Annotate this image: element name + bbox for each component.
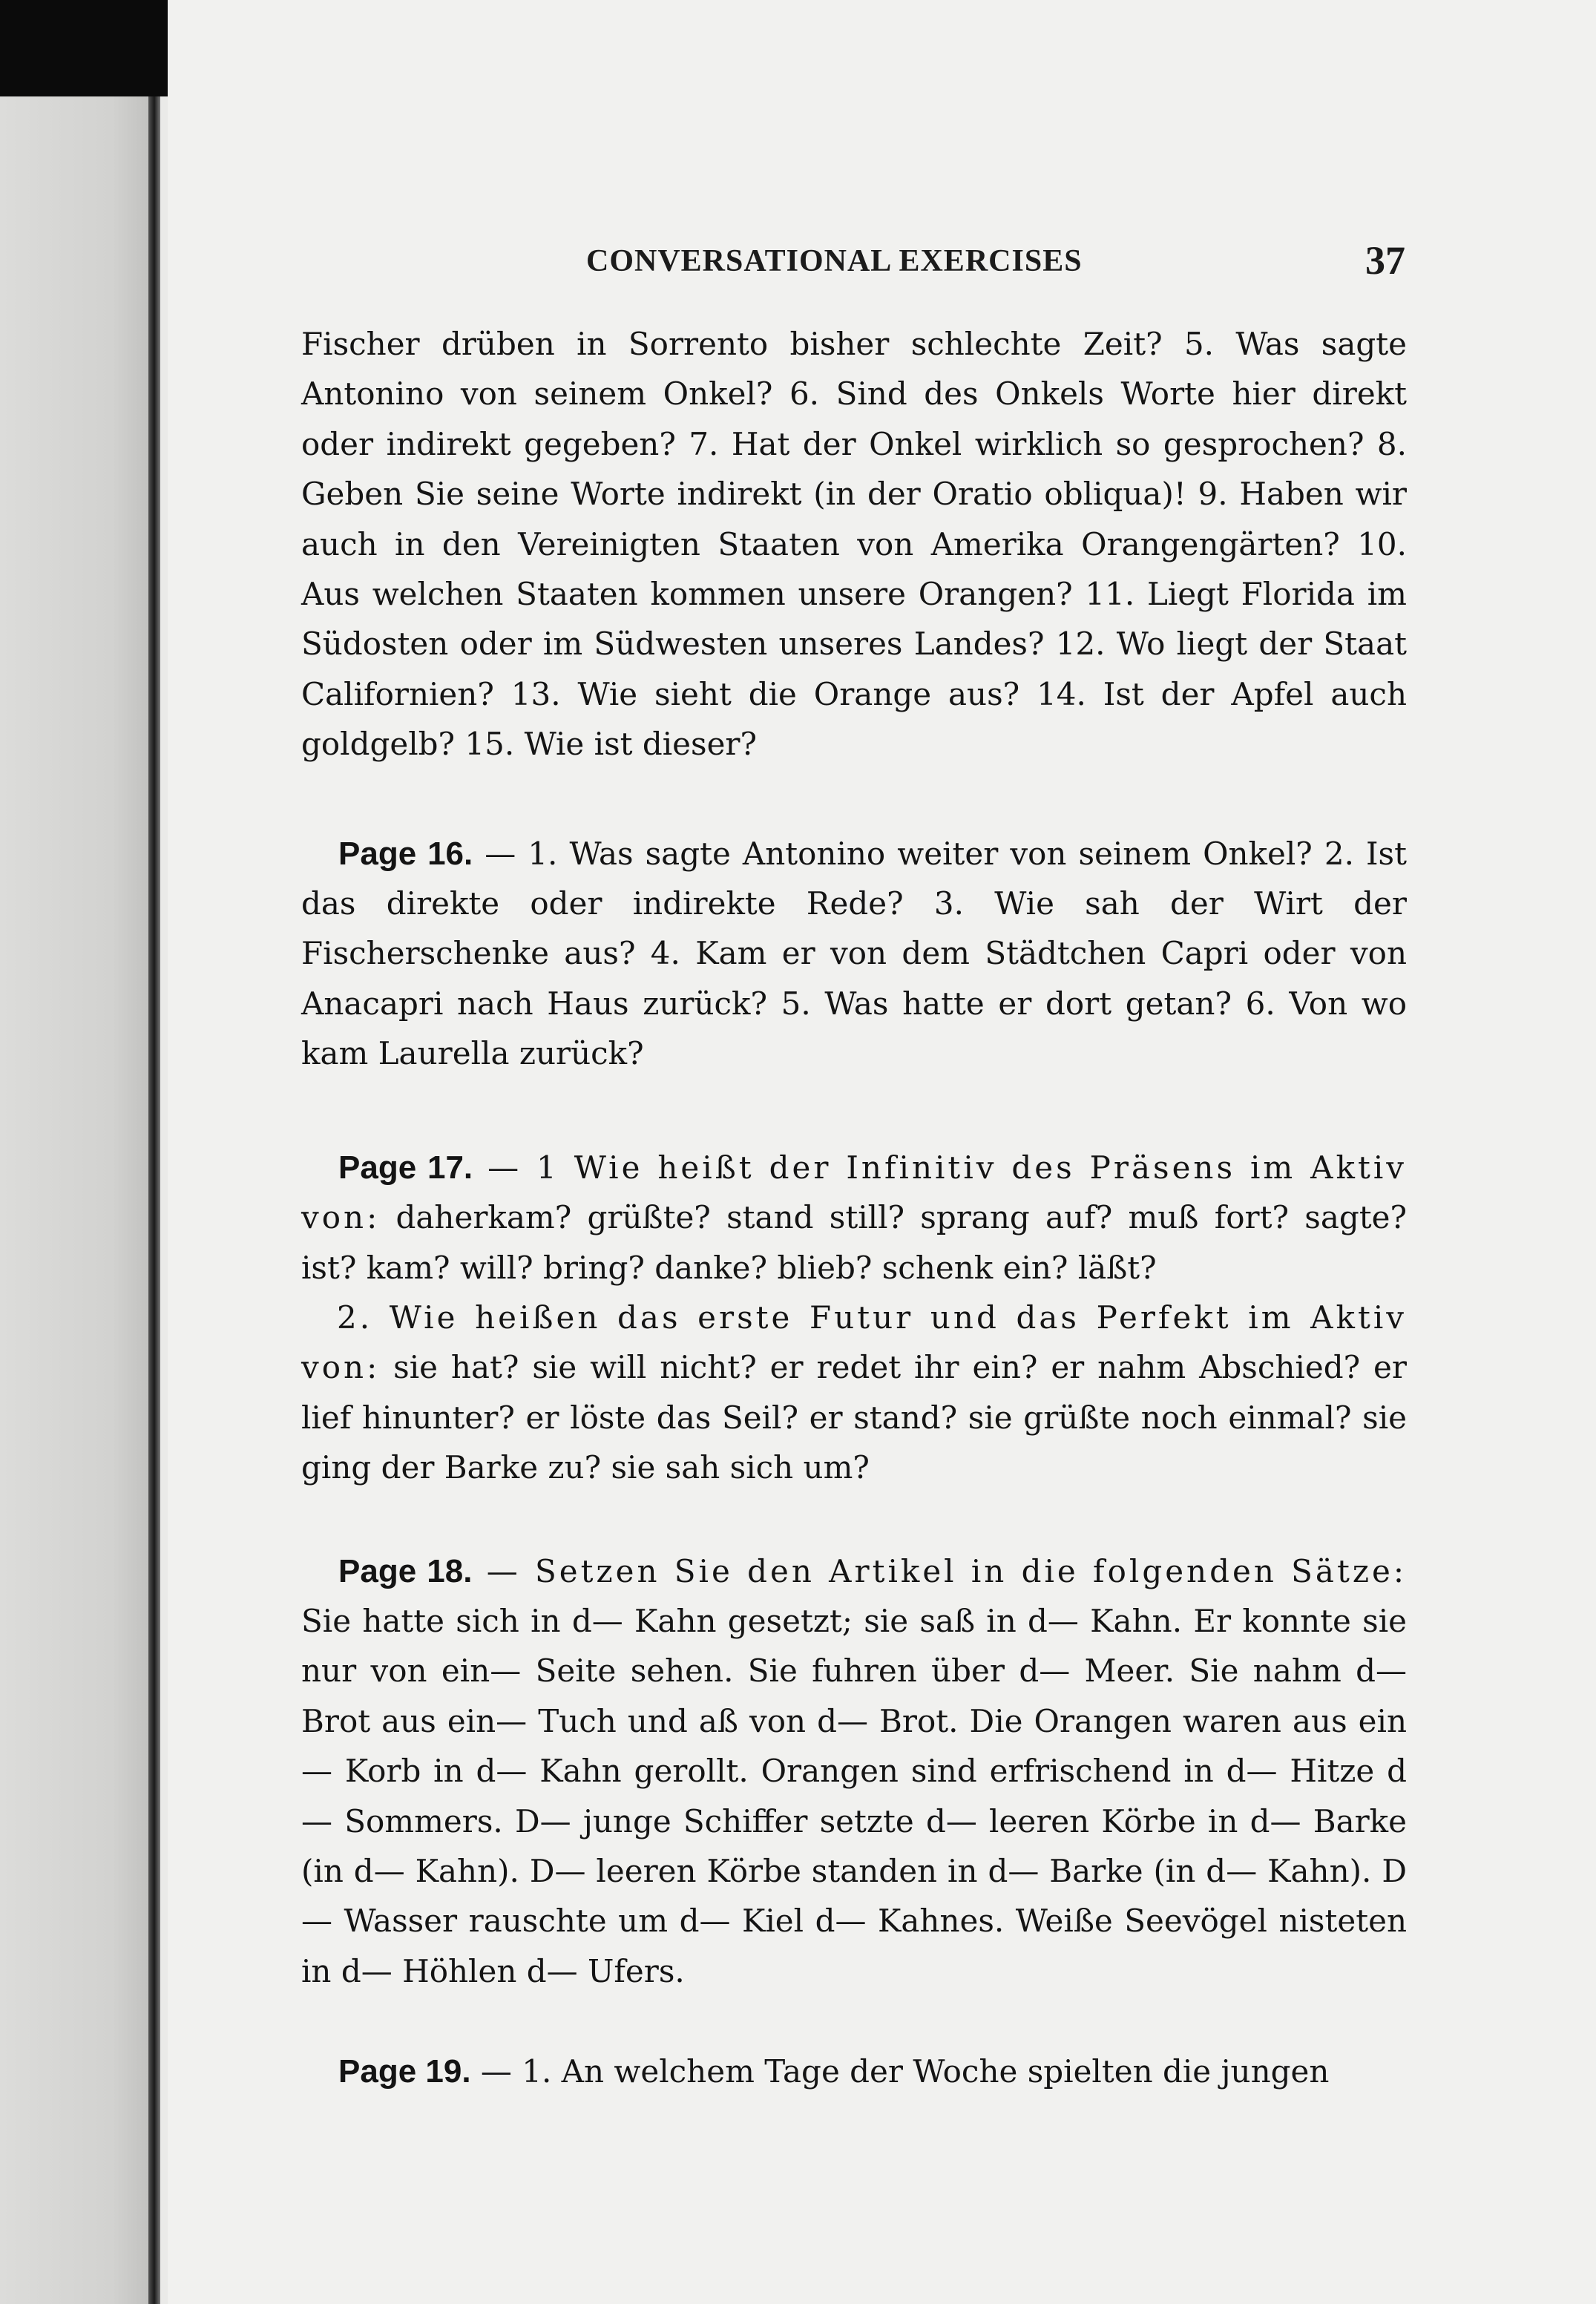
- paragraph-page-19: [301, 2047, 1407, 2096]
- book-spine: [148, 96, 160, 2304]
- page-reference: Page 19.: [338, 2053, 471, 2090]
- left-page-edge: [0, 96, 160, 2304]
- exercise-instruction: — Setzen Sie den Artikel in die folgenden Sätze:: [472, 1552, 1407, 1589]
- paragraph-text: daherkam? grüßte? stand still? sprang auf? muß fort? sagte? ist? kam? will? bring? danke? blieb? schenk ein? läßt?: [301, 1199, 1407, 1286]
- running-title: CONVERSATIONAL EXERCISES: [586, 244, 1083, 278]
- page-body: [301, 319, 1407, 2097]
- paragraph-text: sie hat? sie will nicht? er redet ihr ein? er nahm Abschied? er lief hinunter? er löste das Seil? er stand? sie grüßte noch einmal? sie ging der Barke zu? sie sah sich um?: [301, 1349, 1407, 1486]
- page-gutter: [160, 96, 168, 2304]
- page-header: [168, 237, 1596, 289]
- paragraph-page-17: [301, 1143, 1407, 1293]
- paragraph-continuation: [301, 319, 1407, 769]
- paragraph-page-17-part-2: [301, 1293, 1407, 1493]
- book-page: [168, 0, 1596, 2304]
- paragraph-page-18: [301, 1546, 1407, 1997]
- paragraph-text: — 1. Was sagte Antonino weiter von seinem Onkel? 2. Ist das direkte oder indirekte Rede? 3. Wie sah der Wirt der Fischerschenke aus? 4. Kam er von dem Städtchen Capri oder von Anacapri nach Haus zurück? 5. Was hatte er dort getan? 6. Von wo kam Laurella zurück?: [301, 835, 1407, 1072]
- paragraph-text: Fischer drüben in Sorrento bisher schlechte Zeit? 5. Was sagte Antonino von seinem Onkel? 6. Sind des Onkels Worte hier direkt oder indirekt gegeben? 7. Hat der Onkel wirklich so gesprochen? 8. Geben Sie seine Worte indirekt (in der Oratio obliqua)! 9. Haben wir auch in den Vereinigten Staaten von Amerika Orangengärten? 10. Aus welchen Staaten kommen unsere Orangen? 11. Liegt Florida im Südosten oder im Südwesten unseres Landes? 12. Wo liegt der Staat Californien? 13. Wie sieht die Orange aus? 14. Ist der Apfel auch goldgelb? 15. Wie ist dieser?: [301, 326, 1407, 763]
- exercise-instruction: — 1 Wie heißt der Infinitiv des Präsens im Aktiv von:: [301, 1149, 1408, 1236]
- page-reference: Page 16.: [338, 835, 473, 872]
- paragraph-text: — 1. An welchem Tage der Woche spielten die jungen: [470, 2053, 1330, 2090]
- exercise-instruction: 2. Wie heißen das erste Futur und das Perfekt im Aktiv von:: [301, 1299, 1407, 1386]
- paragraph-text: Sie hatte sich in d— Kahn gesetzt; sie saß in d— Kahn. Er konnte sie nur von ein— Seite sehen. Sie fuhren über d— Meer. Sie nahm d— Brot aus ein— Tuch und aß von d— Brot. Die Orangen waren aus ein— Korb in d— Kahn gerollt. Orangen sind erfrischend in d— Hitze d— Sommers. D— junge Schiffer setzte d— leeren Körbe in d— Barke (in d— Kahn). D— leeren Körbe standen in d— Barke (in d— Kahn). D— Wasser rauschte um d— Kiel d— Kahnes. Weiße Seevögel nisteten in d— Höhlen d— Ufers.: [301, 1602, 1407, 1989]
- paragraph-page-16: [301, 829, 1407, 1079]
- page-number: 37: [1365, 238, 1405, 283]
- page-reference: Page 17.: [338, 1149, 473, 1186]
- page-reference: Page 18.: [338, 1552, 473, 1589]
